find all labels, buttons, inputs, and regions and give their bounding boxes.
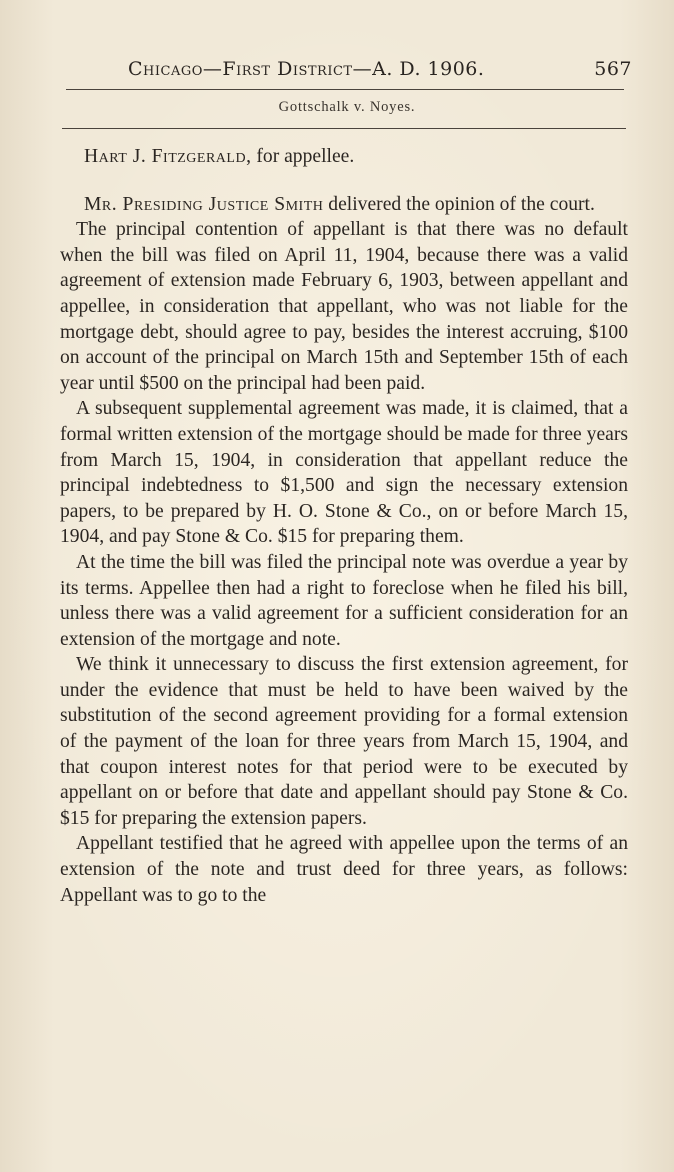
- counsel-name: Hart J. Fitzgerald,: [84, 146, 252, 167]
- page-number: 567: [594, 58, 632, 80]
- header-rule-bottom: [62, 128, 626, 129]
- running-title: Chicago—First District—A. D. 1906.: [128, 58, 485, 80]
- paragraph-5: Appellant testified that he agreed with appellee upon the terms of an extension of the note and trust deed for three years, as follows: Appellant was to go to the: [60, 833, 628, 906]
- counsel-role: for appellee.: [251, 146, 355, 167]
- counsel-line: [60, 144, 628, 170]
- presiding-justice: Mr. Presiding Justice Smith: [84, 193, 324, 215]
- paragraph-2: A subsequent supplemental agreement was made, it is claimed, that a formal written extension of the mortgage should be made for three years from March 15, 1904, in consideration that appellant reduce the principal indebtedness to $1,500 and sign the necessary extension papers, to be prepared by H. O. Stone & Co., on or before March 15, 1904, and pay Stone & Co. $15 for preparing them.: [60, 398, 628, 548]
- case-caption: Gottschalk v. Noyes.: [278, 99, 416, 115]
- paragraph-4: We think it unnecessary to discuss the first extension agreement, for under the evidence that must be held to have been waived by the substitution of the second agreement providing for a formal extension of the payment of the loan for three years from March 15, 1904, and that coupon interest notes for that period were to be executed by appellant on or before that date and appellant should pay Stone & Co. $15 for preparing the extension papers.: [60, 654, 628, 829]
- opinion-text: [60, 144, 628, 908]
- paragraph-1: The principal contention of appellant is that there was no default when the bill was filed on April 11, 1904, because there was a valid agreement of extension made February 6, 1903, between appellant and appellee, in consideration that appellant, who was not liable for the mortgage debt, should agree to pay, besides the interest accruing, $100 on account of the principal on March 15th and September 15th of each year until $500 on the principal had been paid.: [60, 219, 628, 394]
- opinion-intro-text: delivered the opinion of the court.: [323, 193, 595, 215]
- paragraph-3: At the time the bill was filed the principal note was overdue a year by its terms. Appellee then had a right to foreclose when he filed his bill, unless there was a valid agreement for a sufficient consideration for an extension of the mortgage and note.: [60, 551, 628, 650]
- opinion-intro: [60, 192, 628, 218]
- header-rule-top: [66, 89, 624, 90]
